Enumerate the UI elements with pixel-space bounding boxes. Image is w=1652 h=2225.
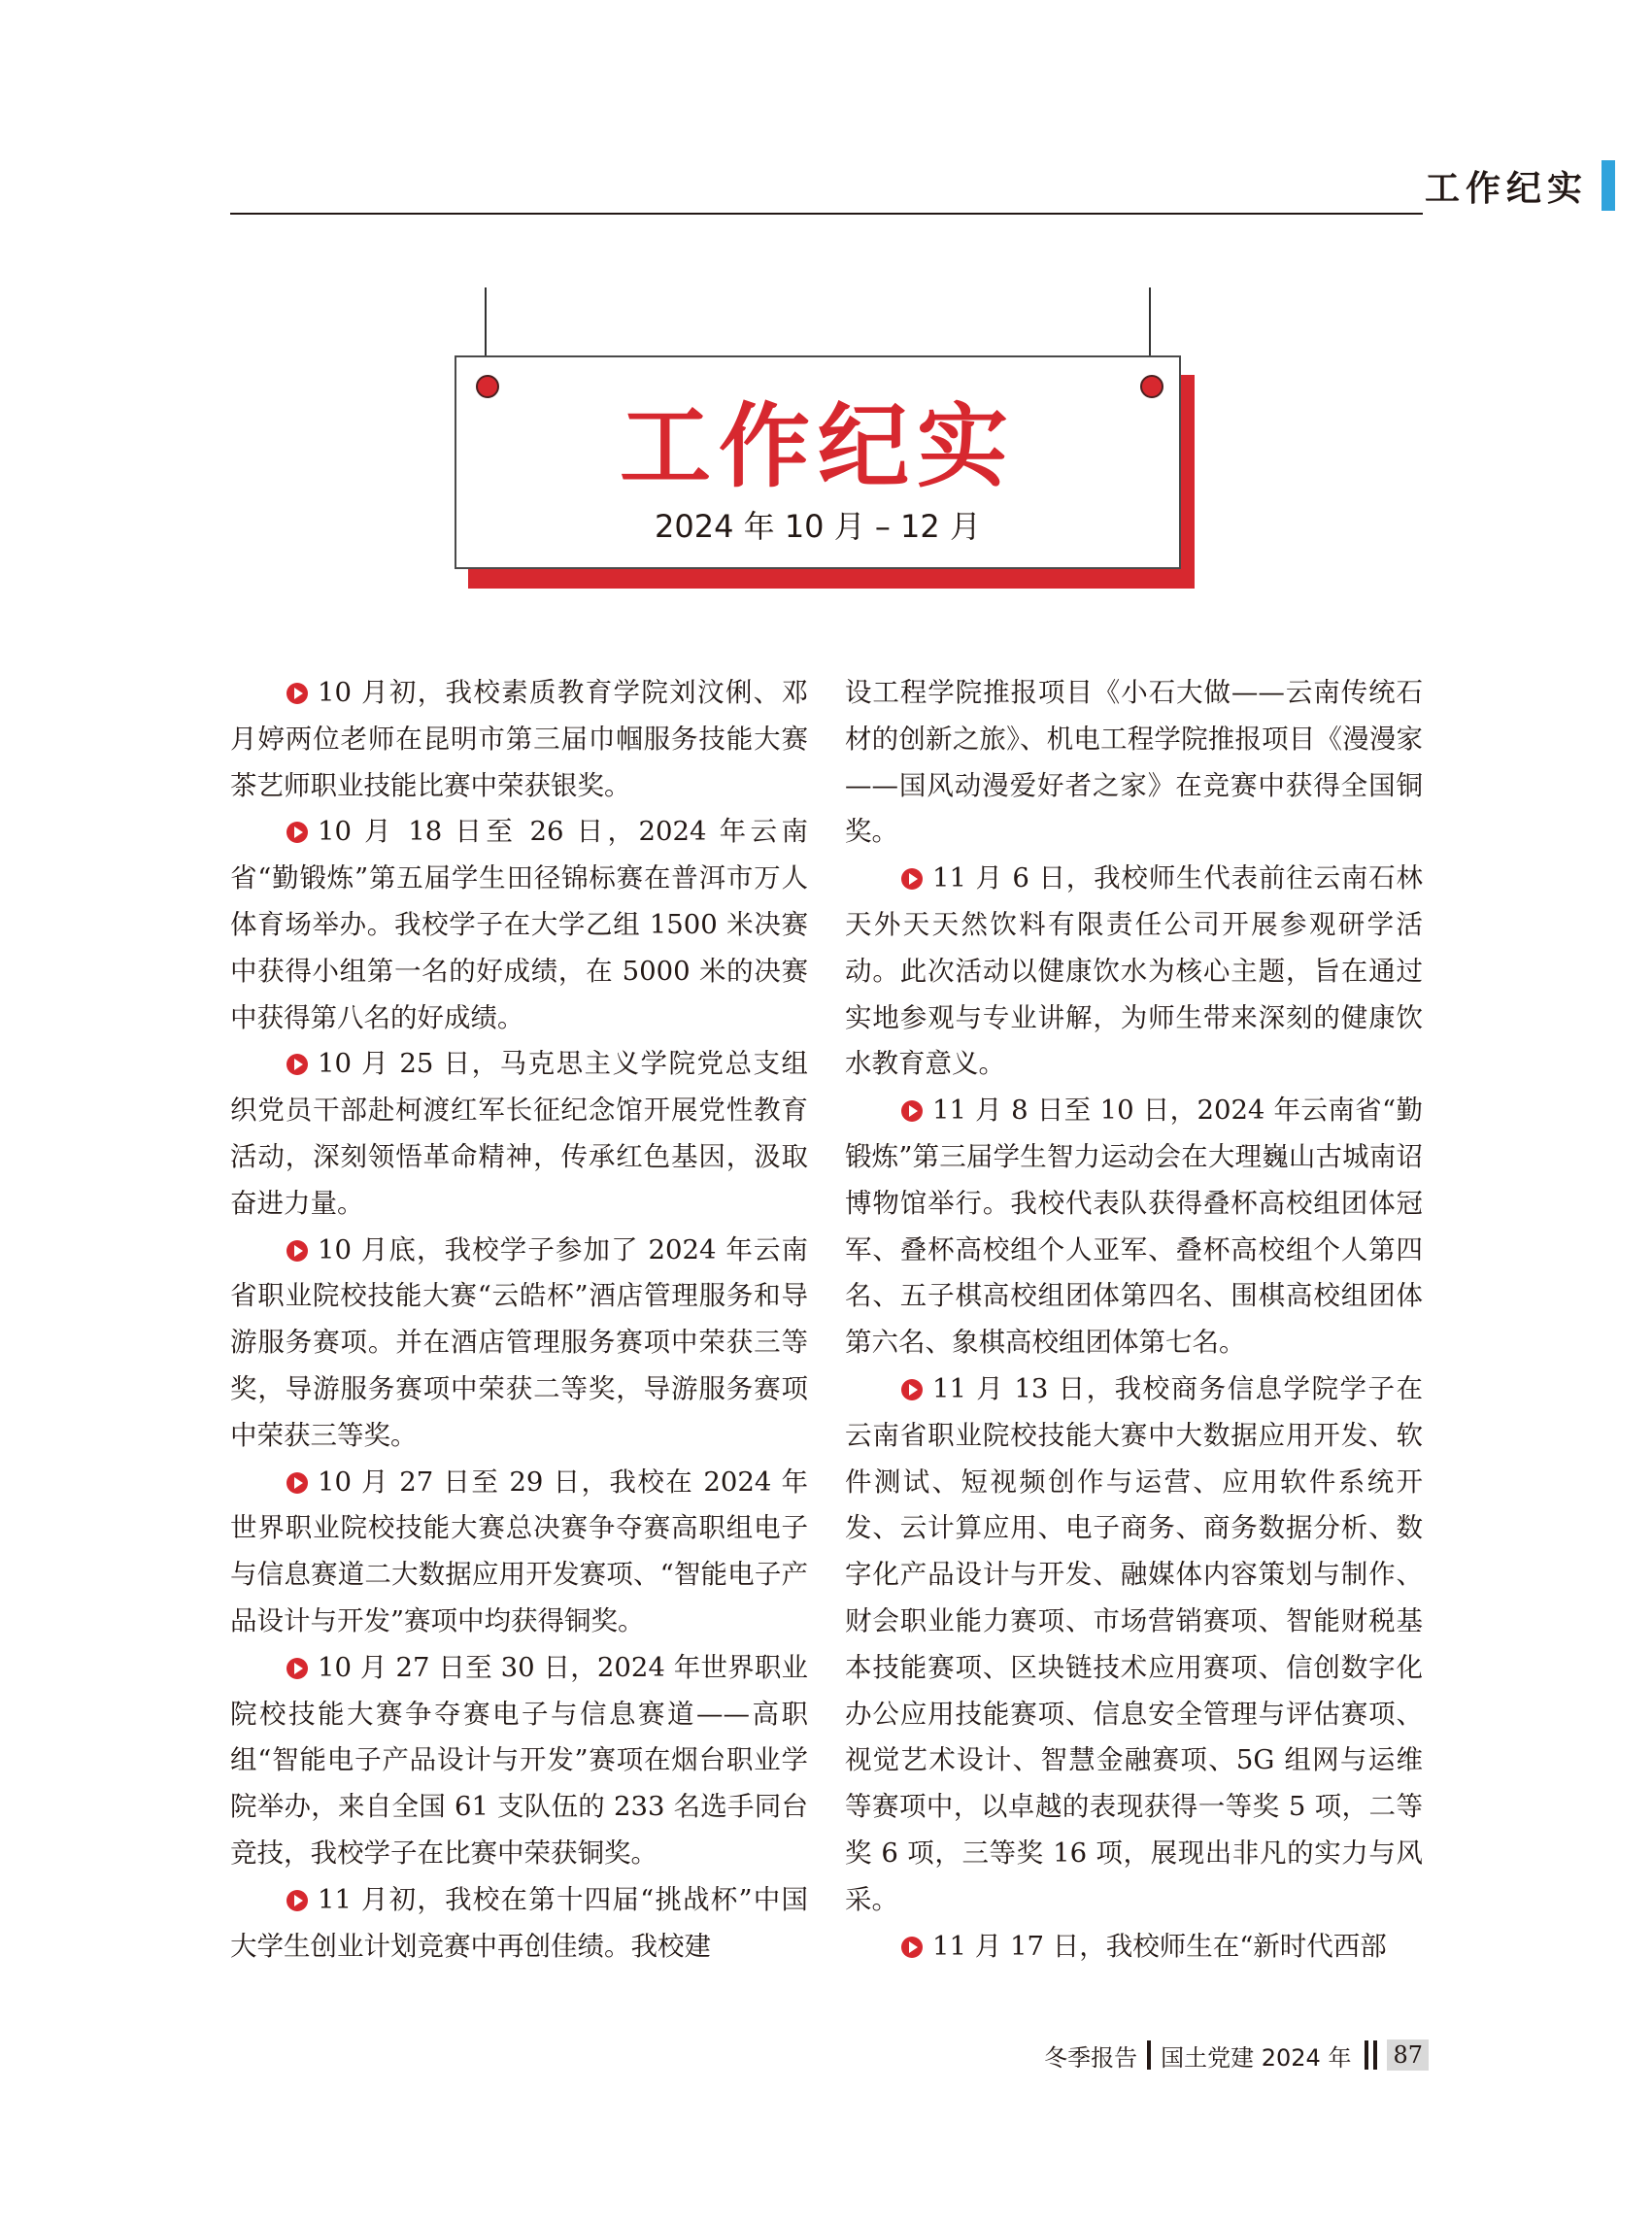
news-item: 11 月 6 日，我校师生代表前往云南石林天外天天然饮料有限责任公司开展参观研学活动。此次活动以健康饮水为核心主题，旨在通过实地参观与专业讲解，为师生带来深刻的健康饮水教育意义。 — [845, 862, 1423, 1080]
news-item: 10 月 27 日至 30 日，2024 年世界职业院校技能大赛争夺赛电子与信息赛道——高职组“智能电子产品设计与开发”赛项在烟台职业学院举办，来自全国 61 支队伍的 233 名选手同台竞技，我校学子在比赛中荣获铜奖。 — [230, 1651, 808, 1869]
page-footer — [1044, 2036, 1429, 2074]
right-column — [845, 670, 1423, 1970]
news-item: 10 月底，我校学子参加了 2024 年云南省职业院校技能大赛“云皓杯”酒店管理服务和导游服务赛项。并在酒店管理服务赛项中荣获三等奖，导游服务赛项中荣获二等奖，导游服务赛项中荣获三等奖。 — [230, 1233, 808, 1451]
arrow-bullet-icon — [901, 868, 923, 890]
news-item: 10 月 18 日至 26 日，2024 年云南省“勤锻炼”第五届学生田径锦标赛在普洱市万人体育场举办。我校学子在大学乙组 1500 米决赛中获得小组第一名的好成绩，在 5000 米的决赛中获得第八名的好成绩。 — [230, 816, 808, 1033]
news-item: 11 月初，我校在第十四届“挑战杯”中国大学生创业计划竞赛中再创佳绩。我校建 — [230, 1883, 808, 1962]
arrow-bullet-icon — [901, 1379, 923, 1400]
news-item: 11 月 17 日，我校师生在“新时代西部 — [845, 1924, 1423, 1971]
banner-subtitle: 2024 年 10 月 – 12 月 — [655, 508, 981, 545]
arrow-bullet-icon — [287, 1240, 308, 1262]
news-item-continuation: 设工程学院推报项目《小石大做——云南传统石材的创新之旅》、机电工程学院推报项目《漫漫家——国风动漫爱好者之家》在竞赛中获得全国铜奖。 — [845, 677, 1423, 848]
footer-separator — [1147, 2040, 1151, 2070]
section-header-title: 工作纪实 — [1424, 168, 1588, 209]
banner-card — [455, 355, 1181, 569]
news-item: 10 月 27 日至 29 日，我校在 2024 年世界职业院校技能大赛总决赛争夺赛高职组电子与信息赛道二大数据应用开发赛项、“智能电子产品设计与开发”赛项中均获得铜奖。 — [230, 1466, 808, 1636]
footer-separator — [1373, 2040, 1377, 2070]
title-banner — [455, 355, 1181, 569]
section-header — [1425, 157, 1615, 214]
news-item: 11 月 13 日，我校商务信息学院学子在云南省职业院校技能大赛中大数据应用开发、软件测试、短视频创作与运营、应用软件系统开发、云计算应用、电子商务、商务数据分析、数字化产品设计与开发、融媒体内容策划与制作、财会职业能力赛项、市场营销赛项、智能财税基本技能赛项、区块链技术应用赛项、信创数字化办公应用技能赛项、信息安全管理与评估赛项、视觉艺术设计、智慧金融赛项、5G 组网与运维等赛项中，以卓越的表现获得一等奖 5 项，二等奖 6 项，三等奖 16 项，展现出非凡的实力与风采。 — [845, 1372, 1423, 1915]
news-item: 11 月 8 日至 10 日，2024 年云南省“勤锻炼”第三届学生智力运动会在大理巍山古城南诏博物馆举行。我校代表队获得叠杯高校组团体冠军、叠杯高校组个人亚军、叠杯高校组个人第四名、五子棋高校组团体第四名、围棋高校组团体第六名、象棋高校组团体第七名。 — [845, 1095, 1423, 1359]
arrow-bullet-icon — [287, 1890, 308, 1911]
news-item: 10 月初，我校素质教育学院刘汶俐、邓月婷两位老师在昆明市第三届巾帼服务技能大赛茶艺师职业技能比赛中荣获银奖。 — [230, 677, 808, 801]
arrow-bullet-icon — [287, 1658, 308, 1679]
footer-report: 冬季报告 — [1044, 2043, 1138, 2072]
news-item: 10 月 25 日，马克思主义学院党总支组织党员干部赴柯渡红军长征纪念馆开展党性教育活动，深刻领悟革命精神，传承红色基因，汲取奋进力量。 — [230, 1048, 808, 1219]
footer-publication: 国土党建 2024 年 — [1161, 2043, 1352, 2072]
banner-title: 工作纪实 — [619, 394, 1016, 500]
arrow-bullet-icon — [901, 1100, 923, 1122]
page-number: 87 — [1387, 2040, 1429, 2071]
arrow-bullet-icon — [287, 822, 308, 843]
arrow-bullet-icon — [287, 1472, 308, 1494]
section-header-bar — [1601, 160, 1615, 211]
arrow-bullet-icon — [901, 1937, 923, 1958]
header-rule — [230, 213, 1423, 215]
left-column — [230, 670, 808, 1970]
footer-separator — [1365, 2040, 1368, 2070]
arrow-bullet-icon — [287, 683, 308, 704]
arrow-bullet-icon — [287, 1054, 308, 1075]
